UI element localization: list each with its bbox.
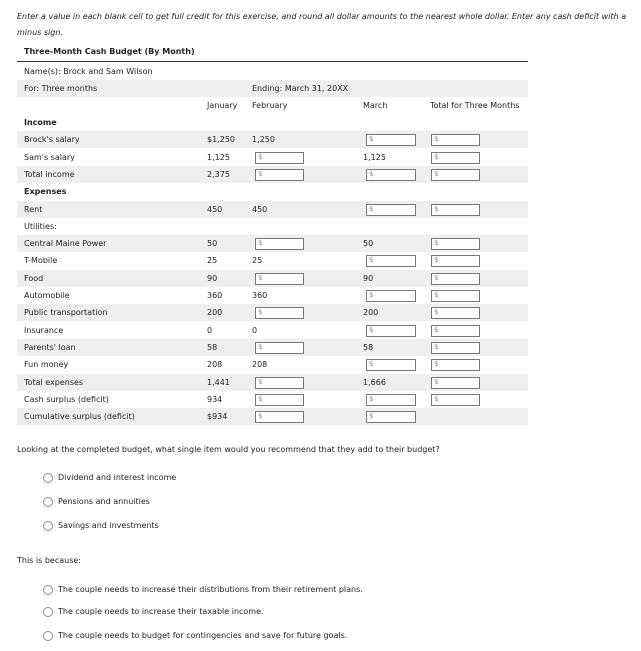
radio-label: Dividend and interest income bbox=[58, 473, 177, 482]
currency-prefix: $ bbox=[258, 343, 263, 351]
row-label: Cash surplus (deficit) bbox=[24, 395, 109, 404]
row-label: Cumulative surplus (deficit) bbox=[24, 412, 135, 421]
january-value: 2,375 bbox=[207, 170, 230, 179]
question-text: Looking at the completed budget, what single item would you recommend that they add to their budget? bbox=[17, 445, 440, 454]
february-input[interactable] bbox=[255, 273, 304, 285]
table-row bbox=[17, 322, 528, 339]
total-input[interactable] bbox=[431, 238, 480, 250]
instructions: Enter a value in each blank cell to get full credit for this exercise, and round all dollar amounts to the nearest whole dollar. Enter any cash deficit with a minus sign. bbox=[17, 12, 627, 37]
march-input[interactable] bbox=[366, 394, 416, 406]
january-value: 1,441 bbox=[207, 378, 230, 387]
table-row bbox=[17, 391, 528, 408]
february-value: 25 bbox=[252, 256, 263, 265]
march-value: 200 bbox=[363, 308, 379, 317]
currency-prefix: $ bbox=[434, 343, 439, 351]
march-value: 90 bbox=[363, 274, 374, 283]
january-value: 90 bbox=[207, 274, 218, 283]
currency-prefix: $ bbox=[434, 308, 439, 316]
total-input[interactable] bbox=[431, 255, 480, 267]
march-input[interactable] bbox=[366, 411, 416, 423]
march-input[interactable] bbox=[366, 290, 416, 302]
february-value: 208 bbox=[252, 360, 268, 369]
currency-prefix: $ bbox=[434, 170, 439, 178]
table-row bbox=[17, 270, 528, 287]
february-value: 450 bbox=[252, 205, 268, 214]
table-row bbox=[17, 183, 528, 200]
names-line: Name(s): Brock and Sam Wilson bbox=[24, 67, 153, 76]
march-input[interactable] bbox=[366, 169, 416, 181]
radio-button[interactable] bbox=[43, 585, 53, 595]
currency-prefix: $ bbox=[434, 395, 439, 403]
budget-title: Three-Month Cash Budget (By Month) bbox=[24, 47, 195, 56]
table-row bbox=[17, 201, 528, 218]
header-january: January bbox=[207, 101, 238, 110]
table-row bbox=[17, 166, 528, 183]
february-value: 0 bbox=[252, 326, 258, 335]
total-input[interactable] bbox=[431, 204, 480, 216]
currency-prefix: $ bbox=[434, 360, 439, 368]
header-total: Total for Three Months bbox=[430, 101, 520, 110]
currency-prefix: $ bbox=[258, 378, 263, 386]
total-input[interactable] bbox=[431, 134, 480, 146]
row-label: Total expenses bbox=[24, 378, 84, 387]
currency-prefix: $ bbox=[434, 274, 439, 282]
january-value: 934 bbox=[207, 395, 223, 404]
march-value: 58 bbox=[363, 343, 374, 352]
currency-prefix: $ bbox=[434, 239, 439, 247]
for-line: For: Three months bbox=[24, 84, 98, 93]
radio-button[interactable] bbox=[43, 473, 53, 483]
radio-button[interactable] bbox=[43, 521, 53, 531]
currency-prefix: $ bbox=[369, 360, 374, 368]
radio-label: The couple needs to increase their taxable income. bbox=[58, 607, 264, 616]
currency-prefix: $ bbox=[258, 274, 263, 282]
currency-prefix: $ bbox=[434, 326, 439, 334]
for-row bbox=[17, 80, 528, 97]
january-value: 50 bbox=[207, 239, 218, 248]
row-label: Rent bbox=[24, 205, 43, 214]
radio-label: The couple needs to budget for contingencies and save for future goals. bbox=[58, 631, 348, 640]
currency-prefix: $ bbox=[369, 135, 374, 143]
january-value: 1,125 bbox=[207, 153, 230, 162]
radio-label: The couple needs to increase their distributions from their retirement plans. bbox=[58, 585, 363, 594]
title-divider bbox=[17, 61, 528, 62]
radio-label: Savings and investments bbox=[58, 521, 159, 530]
currency-prefix: $ bbox=[434, 291, 439, 299]
january-value: 360 bbox=[207, 291, 223, 300]
row-label: Automobile bbox=[24, 291, 70, 300]
table-row bbox=[17, 252, 528, 269]
currency-prefix: $ bbox=[369, 395, 374, 403]
column-headers bbox=[17, 97, 528, 114]
table-row bbox=[17, 131, 528, 148]
currency-prefix: $ bbox=[434, 256, 439, 264]
row-label: Expenses bbox=[24, 187, 67, 196]
february-value: 1,250 bbox=[252, 135, 275, 144]
table-row bbox=[17, 374, 528, 391]
radio-button[interactable] bbox=[43, 607, 53, 617]
currency-prefix: $ bbox=[369, 170, 374, 178]
radio-button[interactable] bbox=[43, 631, 53, 641]
february-input[interactable] bbox=[255, 169, 304, 181]
row-label: Food bbox=[24, 274, 44, 283]
row-label: Utilities: bbox=[24, 222, 57, 231]
february-input[interactable] bbox=[255, 411, 304, 423]
total-input[interactable] bbox=[431, 394, 480, 406]
currency-prefix: $ bbox=[258, 170, 263, 178]
january-value: 0 bbox=[207, 326, 213, 335]
total-input[interactable] bbox=[431, 169, 480, 181]
february-input[interactable] bbox=[255, 238, 304, 250]
currency-prefix: $ bbox=[434, 378, 439, 386]
names-row bbox=[17, 63, 528, 80]
table-row bbox=[17, 339, 528, 356]
row-label: Insurance bbox=[24, 326, 64, 335]
february-input[interactable] bbox=[255, 377, 304, 389]
march-value: 1,666 bbox=[363, 378, 386, 387]
header-february: February bbox=[252, 101, 288, 110]
table-row bbox=[17, 149, 528, 166]
march-value: 50 bbox=[363, 239, 374, 248]
because-label: This is because: bbox=[17, 556, 81, 565]
row-label: Sam's salary bbox=[24, 153, 75, 162]
currency-prefix: $ bbox=[369, 412, 374, 420]
row-label: Public transportation bbox=[24, 308, 108, 317]
table-row bbox=[17, 218, 528, 235]
march-input[interactable] bbox=[366, 325, 416, 337]
row-label: T-Mobile bbox=[24, 256, 58, 265]
total-input[interactable] bbox=[431, 290, 480, 302]
march-input[interactable] bbox=[366, 255, 416, 267]
currency-prefix: $ bbox=[369, 205, 374, 213]
total-input[interactable] bbox=[431, 273, 480, 285]
row-label: Total income bbox=[24, 170, 75, 179]
january-value: 450 bbox=[207, 205, 223, 214]
total-input[interactable] bbox=[431, 325, 480, 337]
currency-prefix: $ bbox=[258, 308, 263, 316]
currency-prefix: $ bbox=[434, 135, 439, 143]
ending-line: Ending: March 31, 20XX bbox=[252, 84, 349, 93]
january-value: 58 bbox=[207, 343, 218, 352]
march-input[interactable] bbox=[366, 134, 416, 146]
table-row bbox=[17, 408, 528, 425]
radio-button[interactable] bbox=[43, 497, 53, 507]
january-value: $934 bbox=[207, 412, 228, 421]
header-march: March bbox=[363, 101, 388, 110]
row-label: Income bbox=[24, 118, 57, 127]
currency-prefix: $ bbox=[369, 256, 374, 264]
table-row bbox=[17, 287, 528, 304]
january-value: 208 bbox=[207, 360, 223, 369]
row-label: Fun money bbox=[24, 360, 69, 369]
january-value: $1,250 bbox=[207, 135, 235, 144]
row-label: Central Maine Power bbox=[24, 239, 107, 248]
total-input[interactable] bbox=[431, 307, 480, 319]
radio-label: Pensions and annuities bbox=[58, 497, 150, 506]
table-row bbox=[17, 235, 528, 252]
february-input[interactable] bbox=[255, 342, 304, 354]
currency-prefix: $ bbox=[434, 153, 439, 161]
february-input[interactable] bbox=[255, 152, 304, 164]
currency-prefix: $ bbox=[434, 205, 439, 213]
february-value: 360 bbox=[252, 291, 268, 300]
table-row bbox=[17, 356, 528, 373]
currency-prefix: $ bbox=[369, 326, 374, 334]
table-row bbox=[17, 304, 528, 321]
march-input[interactable] bbox=[366, 359, 416, 371]
total-input[interactable] bbox=[431, 359, 480, 371]
row-label: Parents' loan bbox=[24, 343, 76, 352]
total-input[interactable] bbox=[431, 377, 480, 389]
total-input[interactable] bbox=[431, 152, 480, 164]
currency-prefix: $ bbox=[258, 412, 263, 420]
row-label: Brock's salary bbox=[24, 135, 80, 144]
currency-prefix: $ bbox=[258, 153, 263, 161]
february-input[interactable] bbox=[255, 394, 304, 406]
january-value: 25 bbox=[207, 256, 218, 265]
total-input[interactable] bbox=[431, 342, 480, 354]
january-value: 200 bbox=[207, 308, 223, 317]
february-input[interactable] bbox=[255, 307, 304, 319]
currency-prefix: $ bbox=[369, 291, 374, 299]
currency-prefix: $ bbox=[258, 239, 263, 247]
table-row bbox=[17, 114, 528, 131]
march-input[interactable] bbox=[366, 204, 416, 216]
currency-prefix: $ bbox=[258, 395, 263, 403]
march-value: 1,125 bbox=[363, 153, 386, 162]
